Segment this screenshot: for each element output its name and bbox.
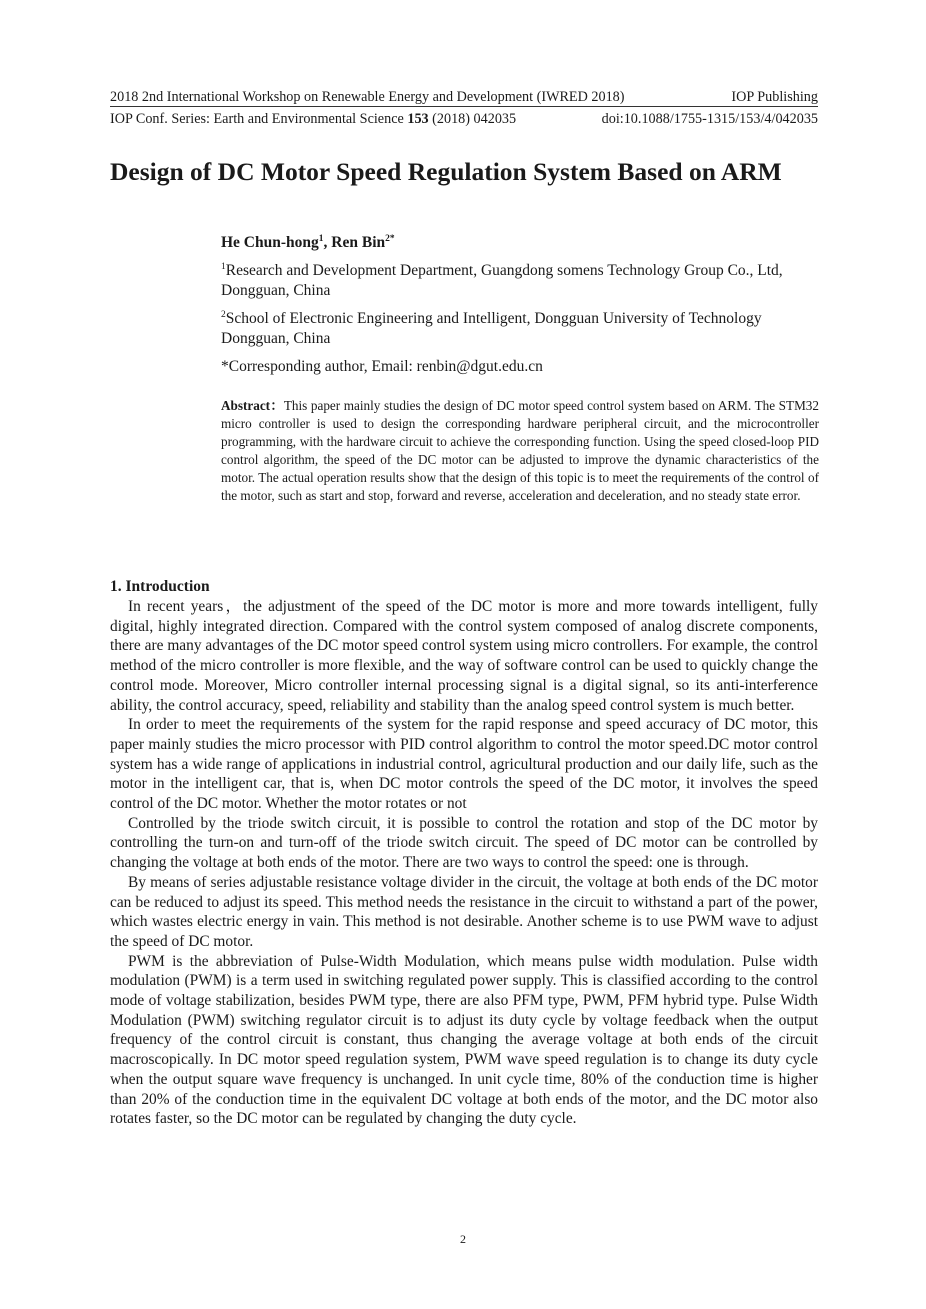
header-rule: [110, 106, 818, 107]
volume-number: 153: [407, 111, 429, 127]
series-citation: IOP Conf. Series: Earth and Environmental Science 153 (2018) 042035: [110, 111, 517, 127]
running-header: [110, 88, 818, 106]
author-1: He Chun-hong: [221, 234, 319, 251]
abstract-text: This paper mainly studies the design of DC motor speed control system based on ARM. The STM32 micro controller is used to design the corresponding hardware peripheral circuit, and the microcontroller programming, with the hardware circuit to achieve the corresponding function. Using the speed closed-loop PID control algorithm, the speed of the DC motor can be adjusted to improve the dynamic characteristics of the motor. The actual operation results show that the design of this topic is to meet the requirements of the control of the motor, such as start and stop, forward and reverse, acceleration and deceleration, and no steady state error.: [221, 398, 819, 503]
citation-line: [110, 110, 818, 128]
abstract-label: Abstract：: [221, 398, 284, 413]
author-2: Ren Bin: [331, 234, 386, 251]
section-heading: 1. Introduction: [110, 578, 210, 595]
corresponding-author: *Corresponding author, Email: renbin@dgut.edu.cn: [221, 358, 543, 375]
paragraph: In order to meet the requirements of the system for the rapid response and speed accuracy of DC motor, this paper mainly studies the micro processor with PID control algorithm to control the motor speed.DC motor control system has a wide range of applications in industrial control, agricultural production and our daily life, such as the motor in the intelligent car, that is, when DC motor controls the speed of the DC motor, it involves the speed control of the DC motor. Whether the motor rotates or not: [110, 716, 818, 813]
page-number: 2: [460, 1232, 466, 1246]
author-list: He Chun-hong$^1$, Ren Bin$^{2*}$: [221, 233, 395, 251]
abstract: [221, 397, 819, 505]
conference-name: 2018 2nd International Workshop on Renewable Energy and Development (IWRED 2018): [110, 89, 625, 105]
publisher-name: IOP Publishing: [731, 89, 818, 105]
paragraph: In recent years，the adjustment of the speed of the DC motor is more and more towards intelligent, fully digital, highly integrated direction. Compared with the control system composed of analog discrete components, there are many advantages of the DC motor speed control system using micro controllers. For example, the control method of the micro controller is more flexible, and the way of software control can be used to quickly change the control mode. Moreover, Micro controller internal processing signal is a digital signal, so its anti-interference ability, the control accuracy, speed, reliability and stability than the analog speed control system is much better.: [110, 598, 818, 714]
affiliation-1: $^1$Research and Development Department, Guangdong somens Technology Group Co., Ltd, Dongguan, China: [221, 261, 783, 299]
paragraph: PWM is the abbreviation of Pulse-Width Modulation, which means pulse width modulation. Pulse width modulation (PWM) is a term used in switching regulated power supply. This is classified according to the control mode of voltage stabilization, besides PWM type, there are also PFM type, PWM, PFM hybrid type. Pulse Width Modulation (PWM) switching regulator circuit is to adjust its duty cycle by voltage feedback when the output frequency of the control circuit is constant, thus changing the average voltage at both ends of the circuit macroscopically. In DC motor speed regulation system, PWM wave speed regulation is to change its duty cycle when the output square wave frequency is unchanged. In unit cycle time, 80% of the conduction time is higher than 20% of the conduction time in the equivalent DC voltage at both ends of the motor, and the DC motor also rotates faster, so the DC motor can be regulated by changing the duty cycle.: [110, 952, 818, 1128]
paper-title: Design of DC Motor Speed Regulation System Based on ARM: [110, 157, 782, 186]
doi: doi:10.1088/1755-1315/153/4/042035: [601, 111, 818, 127]
affiliation-2: $^2$School of Electronic Engineering and Intelligent, Dongguan University of Technology Dongguan, China: [221, 309, 762, 347]
paragraph: Controlled by the triode switch circuit, it is possible to control the rotation and stop of the DC motor by controlling the turn-on and turn-off of the triode switch circuit. The speed of DC motor can be controlled by changing the voltage at both ends of the motor. There are two ways to control the speed: one is through.: [110, 814, 818, 872]
section-body: [110, 597, 818, 1129]
paragraph: By means of series adjustable resistance voltage divider in the circuit, the voltage at both ends of the DC motor can be reduced to adjust its speed. This method needs the resistance in the circuit to withstand a part of the power, which wastes electric energy in vain. This method is not desirable. Another scheme is to use PWM wave to adjust the speed of DC motor.: [110, 873, 818, 950]
